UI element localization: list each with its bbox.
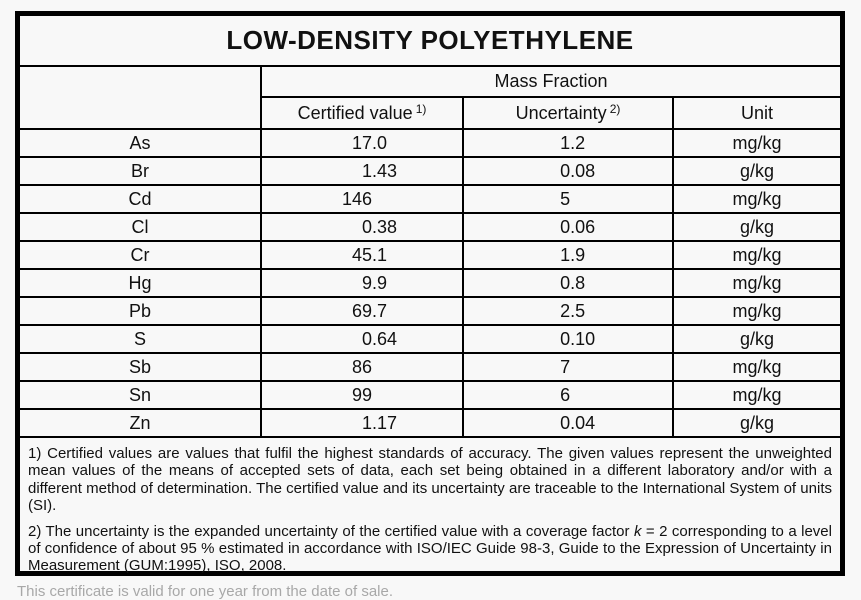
column-header-certified-value: Certified value $^{1)}$: [261, 97, 463, 129]
table-row: [20, 381, 840, 409]
certified-values-table: [20, 67, 840, 436]
element-cell: S: [20, 325, 261, 353]
unit-cell: g/kg: [673, 325, 840, 353]
unit-cell: mg/kg: [673, 241, 840, 269]
footnote-marker-1: 1): [415, 102, 427, 116]
table-row: [20, 297, 840, 325]
certified-value-cell: 86: [261, 353, 463, 381]
uncertainty-cell: 0 .06: [463, 213, 673, 241]
footnote-marker-2: 2): [609, 102, 621, 116]
table-row: [20, 185, 840, 213]
certified-value-cell: 45 .1: [261, 241, 463, 269]
unit-cell: mg/kg: [673, 129, 840, 157]
table-row: [20, 129, 840, 157]
footnote-2: 2) The uncertainty is the expanded uncertainty of the certified value with a coverage factor k = 2 corresponding to a level of confidence of about 95 % estimated in accordance with ISO/IEC Guide 98-3, Guide to the Expression of Uncertainty in Measurement (GUM:1995), ISO, 2008.: [28, 522, 832, 575]
table-row: [20, 269, 840, 297]
certified-value-cell: 9 .9: [261, 269, 463, 297]
table-row: [20, 241, 840, 269]
certified-value-cell: 1 .17: [261, 409, 463, 436]
table-body: [20, 67, 840, 436]
table-row: [20, 157, 840, 185]
unit-cell: mg/kg: [673, 185, 840, 213]
uncertainty-cell: 7: [463, 353, 673, 381]
page-title: LOW-DENSITY POLYETHYLENE: [226, 25, 634, 55]
certified-value-cell: 146: [261, 185, 463, 213]
unit-cell: g/kg: [673, 157, 840, 185]
unit-cell: mg/kg: [673, 297, 840, 325]
column-header-unit: Unit: [673, 97, 840, 129]
footnotes-section: [20, 436, 840, 575]
uncertainty-cell: 6: [463, 381, 673, 409]
unit-cell: mg/kg: [673, 381, 840, 409]
title-bar: [20, 16, 840, 67]
element-cell: Sb: [20, 353, 261, 381]
element-cell: As: [20, 129, 261, 157]
uncertainty-cell: 0 .04: [463, 409, 673, 436]
element-cell: Hg: [20, 269, 261, 297]
unit-cell: g/kg: [673, 409, 840, 436]
element-cell: Br: [20, 157, 261, 185]
element-cell: Cr: [20, 241, 261, 269]
uncertainty-cell: 5: [463, 185, 673, 213]
certified-value-cell: 17 .0: [261, 129, 463, 157]
coverage-factor-k: k: [633, 522, 642, 540]
element-column-spacer: [20, 67, 261, 129]
uncertainty-cell: 0 .08: [463, 157, 673, 185]
element-cell: Pb: [20, 297, 261, 325]
footnote-1: 1) Certified values are values that fulfil the highest standards of accuracy. The given values represent the unweighted mean values of the means of accepted sets of data, each set being obtained in a different laboratory and/or with a different method of determination. The certified value and its uncertainty are traceable to the International System of units (SI).: [28, 445, 832, 515]
unit-cell: mg/kg: [673, 353, 840, 381]
element-cell: Zn: [20, 409, 261, 436]
group-header-mass-fraction: Mass Fraction: [261, 67, 840, 97]
certified-value-cell: 69 .7: [261, 297, 463, 325]
table-row: [20, 213, 840, 241]
certified-value-cell: 0 .38: [261, 213, 463, 241]
uncertainty-cell: 2 .5: [463, 297, 673, 325]
uncertainty-cell: 0 .8: [463, 269, 673, 297]
column-header-uncertainty: Uncertainty $^{2)}$: [463, 97, 673, 129]
element-cell: Cl: [20, 213, 261, 241]
unit-cell: g/kg: [673, 213, 840, 241]
table-row: [20, 325, 840, 353]
table-row: [20, 409, 840, 436]
certificate-sheet: [15, 11, 845, 576]
certified-value-cell: 99: [261, 381, 463, 409]
uncertainty-cell: 0 .10: [463, 325, 673, 353]
certified-value-cell: 1 .43: [261, 157, 463, 185]
uncertainty-cell: 1 .9: [463, 241, 673, 269]
certified-value-cell: 0 .64: [261, 325, 463, 353]
element-cell: Sn: [20, 381, 261, 409]
table-row: [20, 353, 840, 381]
unit-cell: mg/kg: [673, 269, 840, 297]
cut-off-validity-text: This certificate is valid for one year from the date of sale.: [17, 583, 394, 600]
uncertainty-cell: 1 .2: [463, 129, 673, 157]
group-header-row: [20, 67, 840, 97]
element-cell: Cd: [20, 185, 261, 213]
